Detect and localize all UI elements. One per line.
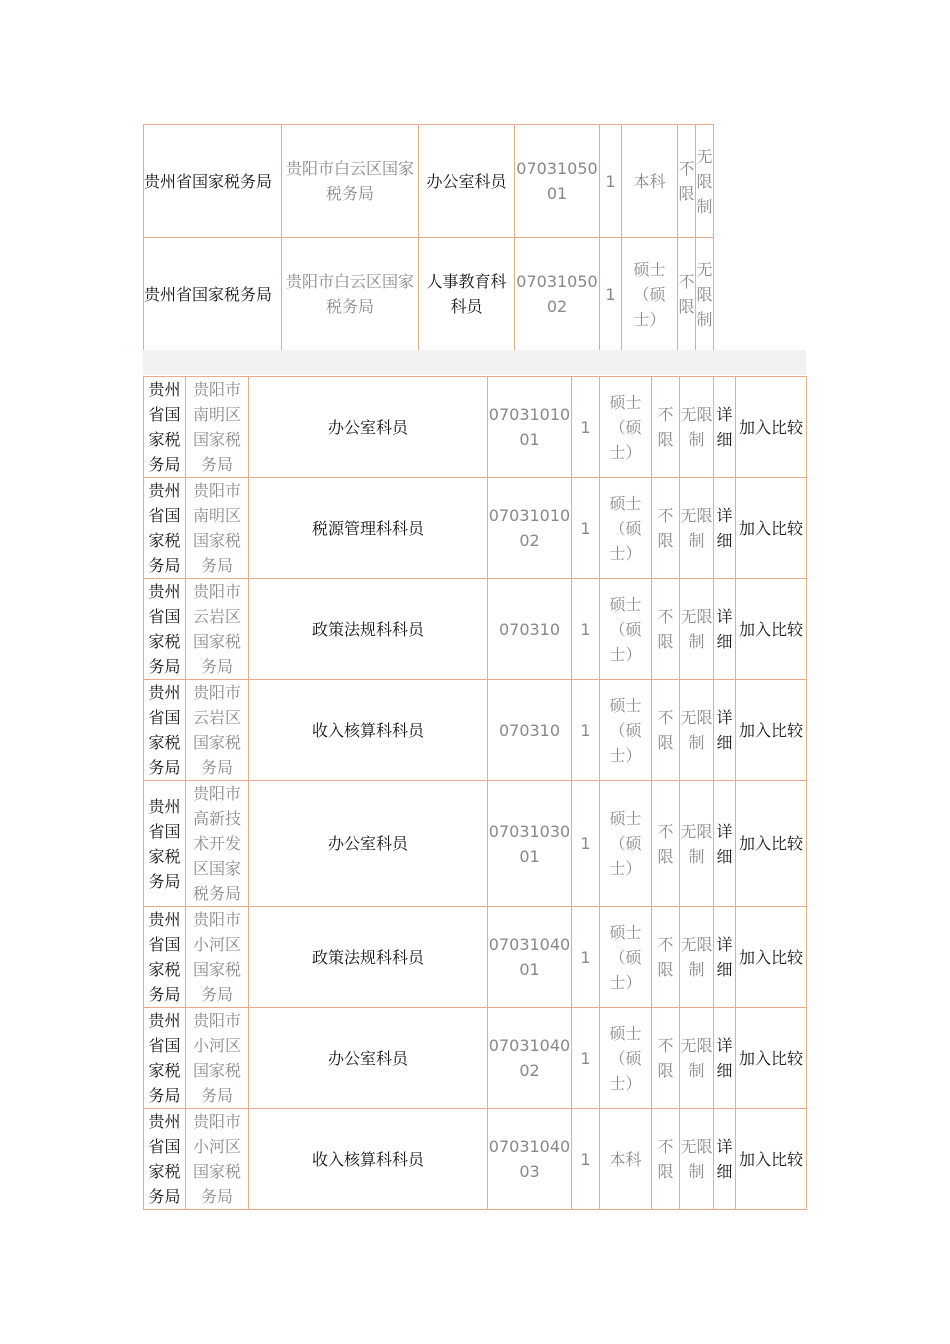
dept-cell: 贵州省国家税务局 [144,1109,186,1210]
count-cell: 1 [572,377,600,478]
table-row [144,1109,807,1210]
count-cell: 1 [572,1008,600,1109]
dept-cell: 贵州省国家税务局 [144,238,282,351]
education-cell: 硕士（硕士） [600,680,652,781]
position-cell: 办公室科员 [249,781,488,907]
section-separator [143,350,806,375]
position-cell: 办公室科员 [249,377,488,478]
position-cell: 收入核算科科员 [249,1109,488,1210]
education-cell: 硕士（硕士） [600,579,652,680]
add-compare-button[interactable]: 加入比较 [736,781,807,907]
position-cell: 收入核算科科员 [249,680,488,781]
detail-link[interactable]: 详细 [714,781,736,907]
add-compare-button[interactable]: 加入比较 [736,478,807,579]
unit-cell: 贵阳市南明区国家税务局 [186,377,249,478]
code-cell: 0703105001 [515,125,600,238]
job-table-main [143,376,807,1210]
detail-link[interactable]: 详细 [714,1109,736,1210]
code-cell: 0703104001 [488,907,572,1008]
count-cell: 1 [600,238,622,351]
table-row [144,907,807,1008]
other-cell: 无限制 [680,680,714,781]
unit-cell: 贵阳市白云区国家税务局 [282,238,419,351]
other-cell: 无限制 [680,1109,714,1210]
count-cell: 1 [572,579,600,680]
position-cell: 政策法规科科员 [249,579,488,680]
degree-cell: 不限 [678,238,696,351]
dept-cell: 贵州省国家税务局 [144,680,186,781]
dept-cell: 贵州省国家税务局 [144,907,186,1008]
count-cell: 1 [572,1109,600,1210]
count-cell: 1 [572,907,600,1008]
other-cell: 无限制 [680,478,714,579]
add-compare-button[interactable]: 加入比较 [736,579,807,680]
degree-cell: 不限 [652,1008,680,1109]
add-compare-button[interactable]: 加入比较 [736,377,807,478]
unit-cell: 贵阳市南明区国家税务局 [186,478,249,579]
add-compare-button[interactable]: 加入比较 [736,680,807,781]
table-row [144,377,807,478]
unit-cell: 贵阳市小河区国家税务局 [186,1008,249,1109]
dept-cell: 贵州省国家税务局 [144,781,186,907]
education-cell: 硕士（硕士） [600,907,652,1008]
other-cell: 无限制 [680,1008,714,1109]
other-cell: 无限制 [680,781,714,907]
job-table-top [143,124,714,351]
other-cell: 无限制 [680,377,714,478]
detail-link[interactable]: 详细 [714,579,736,680]
position-cell: 政策法规科科员 [249,907,488,1008]
unit-cell: 贵阳市小河区国家税务局 [186,1109,249,1210]
code-cell: 0703101002 [488,478,572,579]
education-cell: 本科 [600,1109,652,1210]
table-row [144,125,714,238]
add-compare-button[interactable]: 加入比较 [736,907,807,1008]
detail-link[interactable]: 详细 [714,907,736,1008]
position-cell: 税源管理科科员 [249,478,488,579]
education-cell: 硕士（硕士） [600,377,652,478]
education-cell: 硕士（硕士） [600,781,652,907]
unit-cell: 贵阳市小河区国家税务局 [186,907,249,1008]
table-row [144,478,807,579]
unit-cell: 贵阳市云岩区国家税务局 [186,680,249,781]
dept-cell: 贵州省国家税务局 [144,478,186,579]
other-cell: 无限制 [680,907,714,1008]
count-cell: 1 [600,125,622,238]
code-cell: 0703103001 [488,781,572,907]
position-cell: 办公室科员 [249,1008,488,1109]
detail-link[interactable]: 详细 [714,1008,736,1109]
detail-link[interactable]: 详细 [714,377,736,478]
dept-cell: 贵州省国家税务局 [144,579,186,680]
position-cell: 人事教育科科员 [419,238,515,351]
add-compare-button[interactable]: 加入比较 [736,1109,807,1210]
degree-cell: 不限 [652,377,680,478]
table-row [144,579,807,680]
code-cell: 070310 [488,680,572,781]
education-cell: 硕士（硕士） [600,478,652,579]
education-cell: 硕士（硕士） [622,238,678,351]
other-cell: 无限制 [696,238,714,351]
other-cell: 无限制 [696,125,714,238]
table-row [144,238,714,351]
dept-cell: 贵州省国家税务局 [144,1008,186,1109]
count-cell: 1 [572,478,600,579]
count-cell: 1 [572,781,600,907]
degree-cell: 不限 [652,478,680,579]
unit-cell: 贵阳市高新技术开发区国家税务局 [186,781,249,907]
unit-cell: 贵阳市白云区国家税务局 [282,125,419,238]
table-row [144,680,807,781]
other-cell: 无限制 [680,579,714,680]
detail-link[interactable]: 详细 [714,478,736,579]
education-cell: 本科 [622,125,678,238]
dept-cell: 贵州省国家税务局 [144,377,186,478]
table-row [144,1008,807,1109]
code-cell: 0703101001 [488,377,572,478]
degree-cell: 不限 [652,1109,680,1210]
education-cell: 硕士（硕士） [600,1008,652,1109]
code-cell: 070310 [488,579,572,680]
code-cell: 0703104003 [488,1109,572,1210]
code-cell: 0703105002 [515,238,600,351]
table-row [144,781,807,907]
dept-cell: 贵州省国家税务局 [144,125,282,238]
unit-cell: 贵阳市云岩区国家税务局 [186,579,249,680]
degree-cell: 不限 [652,907,680,1008]
code-cell: 0703104002 [488,1008,572,1109]
position-cell: 办公室科员 [419,125,515,238]
degree-cell: 不限 [652,680,680,781]
degree-cell: 不限 [652,579,680,680]
count-cell: 1 [572,680,600,781]
add-compare-button[interactable]: 加入比较 [736,1008,807,1109]
degree-cell: 不限 [678,125,696,238]
degree-cell: 不限 [652,781,680,907]
detail-link[interactable]: 详细 [714,680,736,781]
